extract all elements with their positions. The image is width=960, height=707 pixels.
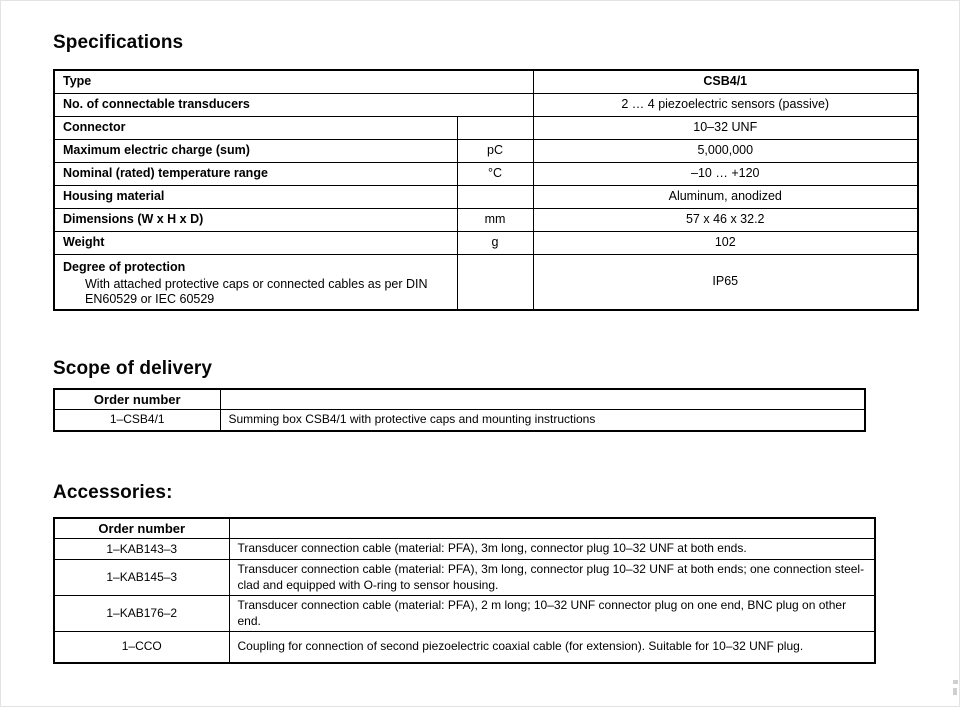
order-number-cell: 1–KAB145–3 xyxy=(54,560,229,596)
spec-unit: mm xyxy=(457,208,533,231)
spec-label: No. of connectable transducers xyxy=(54,93,533,116)
spec-unit xyxy=(457,254,533,310)
spec-row-weight xyxy=(54,231,918,254)
spec-label: Maximum electric charge (sum) xyxy=(54,139,457,162)
spec-value: 57 x 46 x 32.2 xyxy=(533,208,918,231)
spec-value: CSB4/1 xyxy=(533,70,918,93)
page-corner-artifact xyxy=(950,680,958,700)
table-row xyxy=(54,632,875,663)
spec-row-housing xyxy=(54,185,918,208)
description-header xyxy=(220,389,865,410)
spec-value: –10 … +120 xyxy=(533,162,918,185)
description-cell: Summing box CSB4/1 with protective caps and mounting instructions xyxy=(220,410,865,431)
scope-of-delivery-heading: Scope of delivery xyxy=(53,358,213,379)
spec-value: 2 … 4 piezoelectric sensors (passive) xyxy=(533,93,918,116)
spec-label xyxy=(54,254,457,310)
spec-value: 10–32 UNF xyxy=(533,116,918,139)
spec-unit: g xyxy=(457,231,533,254)
order-number-cell: 1–KAB176–2 xyxy=(54,596,229,632)
description-cell: Transducer connection cable (material: PFA), 3m long, connector plug 10–32 UNF at both ends; one connection steel-clad and equipped with O-ring to sensor housing. xyxy=(229,560,875,596)
spec-label: Nominal (rated) temperature range xyxy=(54,162,457,185)
spec-label-title: Degree of protection xyxy=(63,259,186,274)
description-header xyxy=(229,518,875,539)
spec-row-type xyxy=(54,70,918,93)
table-row xyxy=(54,539,875,560)
table-row xyxy=(54,560,875,596)
spec-label: Housing material xyxy=(54,185,457,208)
accessories-heading: Accessories: xyxy=(53,482,173,503)
spec-unit xyxy=(457,185,533,208)
order-number-header: Order number xyxy=(54,389,220,410)
spec-value: 5,000,000 xyxy=(533,139,918,162)
spec-value: IP65 xyxy=(533,254,918,310)
spec-row-protection xyxy=(54,254,918,310)
table-header-row xyxy=(54,518,875,539)
table-row xyxy=(54,410,865,431)
description-cell: Transducer connection cable (material: PFA), 2 m long; 10–32 UNF connector plug on one end, BNC plug on other end. xyxy=(229,596,875,632)
spec-value: 102 xyxy=(533,231,918,254)
spec-row-temperature xyxy=(54,162,918,185)
spec-unit: pC xyxy=(457,139,533,162)
specifications-table xyxy=(53,69,919,311)
description-cell: Coupling for connection of second piezoelectric coaxial cable (for extension). Suitable for 10–32 UNF plug. xyxy=(229,632,875,663)
table-header-row xyxy=(54,389,865,410)
description-cell: Transducer connection cable (material: PFA), 3m long, connector plug 10–32 UNF at both ends. xyxy=(229,539,875,560)
spec-row-max-charge xyxy=(54,139,918,162)
spec-label: Type xyxy=(54,70,533,93)
spec-label-note: With attached protective caps or connected cables as per DIN EN60529 or IEC 60529 xyxy=(85,276,428,306)
order-number-cell: 1–CSB4/1 xyxy=(54,410,220,431)
spec-value: Aluminum, anodized xyxy=(533,185,918,208)
scope-of-delivery-table xyxy=(53,388,866,432)
table-row xyxy=(54,596,875,632)
accessories-table xyxy=(53,517,876,664)
spec-row-connector xyxy=(54,116,918,139)
spec-row-transducers xyxy=(54,93,918,116)
order-number-cell: 1–KAB143–3 xyxy=(54,539,229,560)
order-number-header: Order number xyxy=(54,518,229,539)
spec-unit xyxy=(457,116,533,139)
spec-unit: °C xyxy=(457,162,533,185)
spec-label: Connector xyxy=(54,116,457,139)
spec-label: Weight xyxy=(54,231,457,254)
spec-label: Dimensions (W x H x D) xyxy=(54,208,457,231)
order-number-cell: 1–CCO xyxy=(54,632,229,663)
specifications-heading: Specifications xyxy=(53,32,184,53)
spec-row-dimensions xyxy=(54,208,918,231)
